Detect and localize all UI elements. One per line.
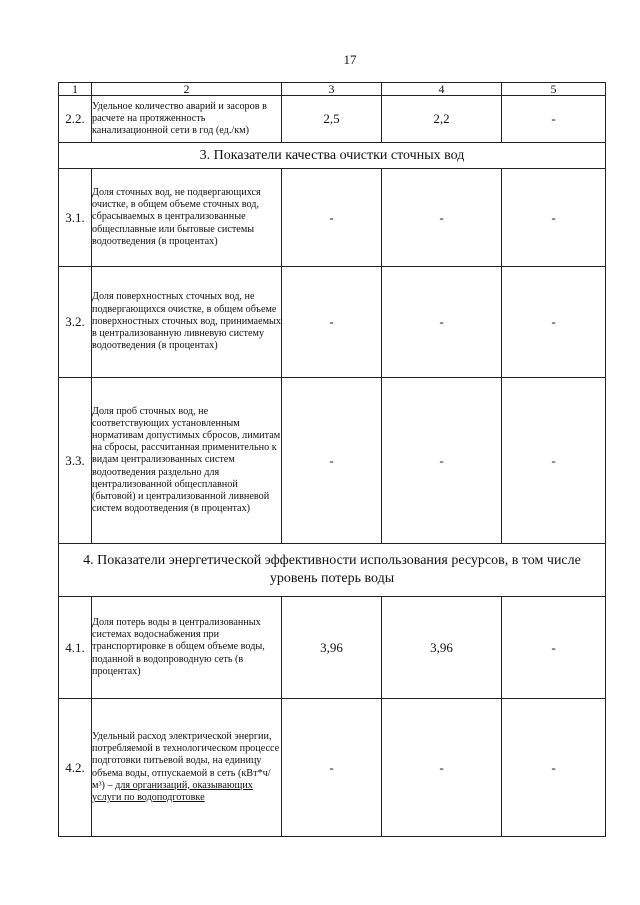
table-header-row [59,83,606,96]
header-cell: 3 [282,83,382,96]
row-value-col4: - [382,267,502,378]
table-row [59,267,606,378]
row-description: Доля проб сточных вод, не соответствующих установленным нормативам допустимых сбросов, лимитам на сбросы, рассчитанная применительно к видам централизованных систем водоотведения раздельно для централизованной общесплавной (бытовой) и централизованной ливневой систем водоотведения (в процентах) [92,378,282,544]
row-value-col3: - [282,699,382,837]
row-number: 4.2. [59,699,92,837]
row-value-col4: - [382,378,502,544]
row-value-col4: - [382,699,502,837]
row-value-col3: - [282,267,382,378]
row-number: 3.1. [59,169,92,267]
row-number: 4.1. [59,597,92,699]
section-heading: 3. Показатели качества очистки сточных вод [59,143,606,169]
section-heading: 4. Показатели энергетической эффективности использования ресурсов, в том числе уровень потерь воды [59,544,606,597]
row-description-underlined: для организаций, оказывающих услуги по водоподготовке [92,779,253,803]
table-row [59,699,606,837]
header-cell: 2 [92,83,282,96]
row-value-col5: - [502,96,606,143]
header-cell: 5 [502,83,606,96]
header-cell: 1 [59,83,92,96]
row-value-col5: - [502,699,606,837]
row-value-col5: - [502,267,606,378]
table-row [59,96,606,143]
row-description: Доля сточных вод, не подвергающихся очистке, в общем объеме сточных вод, сбрасываемых в централизованные общесплавные или бытовые системы водоотведения (в процентах) [92,169,282,267]
table-row [59,169,606,267]
row-value-col4: 3,96 [382,597,502,699]
row-description: Доля поверхностных сточных вод, не подвергающихся очистке, в общем объеме поверхностных сточных вод, принимаемых в централизованную ливневую систему водоотведения (в процентах) [92,267,282,378]
row-description: Удельное количество аварий и засоров в расчете на протяженность канализационной сети в год (ед./км) [92,96,282,143]
section-row [59,544,606,597]
section-row [59,143,606,169]
row-description [92,699,282,837]
table-row [59,597,606,699]
row-value-col4: - [382,169,502,267]
row-description-text: Удельный расход электрической энергии, потребляемой в технологическом процессе подготовки питьевой воды, на единицу объема воды, отпускаемой в сеть (кВт*ч/м³) – [92,730,280,791]
row-number: 3.3. [59,378,92,544]
row-value-col5: - [502,378,606,544]
header-cell: 4 [382,83,502,96]
row-value-col5: - [502,169,606,267]
indicators-table [58,82,606,837]
row-value-col3: 3,96 [282,597,382,699]
row-description: Доля потерь воды в централизованных системах водоснабжения при транспортировке в общем объеме воды, поданной в водопроводную сеть (в процентах) [92,597,282,699]
table-row [59,378,606,544]
row-number: 3.2. [59,267,92,378]
row-value-col3: - [282,169,382,267]
row-value-col4: 2,2 [382,96,502,143]
row-value-col3: - [282,378,382,544]
row-value-col5: - [502,597,606,699]
row-value-col3: 2,5 [282,96,382,143]
row-number: 2.2. [59,96,92,143]
page-number: 17 [343,52,357,67]
